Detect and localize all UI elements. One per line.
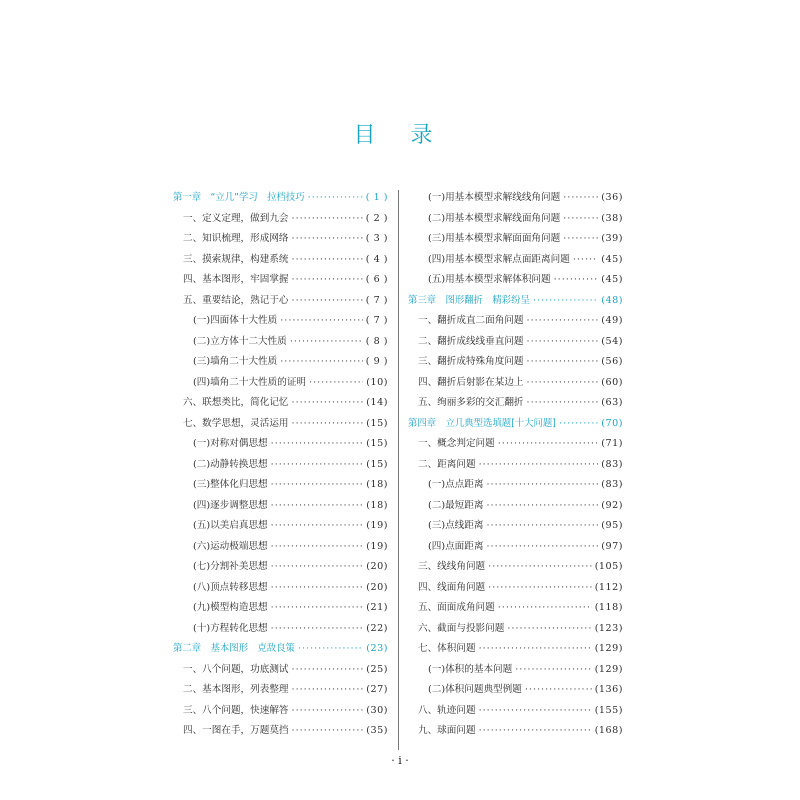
toc-entry-title: (四)点面距离 xyxy=(428,540,484,552)
toc-entry-sub[interactable] xyxy=(408,270,623,291)
toc-entry-page: (63) xyxy=(601,397,623,408)
toc-entry-title: 二、翻折成线线垂直问题 xyxy=(418,335,524,347)
dot-leader xyxy=(527,311,599,332)
toc-entry-page: (39) xyxy=(601,233,623,244)
toc-entry-title: 第一章 “立几”学习 拉档技巧 xyxy=(173,192,305,203)
dot-leader xyxy=(559,414,598,435)
toc-entry-sub[interactable] xyxy=(408,475,623,496)
toc-entry-title: (三)墙角二十大性质 xyxy=(193,356,278,367)
toc-entry-chapter[interactable] xyxy=(173,188,388,209)
toc-entry-section[interactable] xyxy=(408,373,623,394)
toc-entry-section[interactable] xyxy=(173,414,388,435)
dot-leader xyxy=(527,352,599,373)
toc-entry-page: (14) xyxy=(366,397,388,408)
toc-entry-section[interactable] xyxy=(408,721,623,742)
toc-entry-page: (18) xyxy=(366,499,388,511)
toc-entry-title: (三)点线距离 xyxy=(428,520,484,531)
dot-leader xyxy=(515,660,591,681)
dot-leader xyxy=(525,680,592,701)
toc-entry-title: 八、轨迹问题 xyxy=(418,704,476,716)
toc-entry-title: (四)墙角二十大性质的证明 xyxy=(193,376,307,388)
toc-entry-sub[interactable] xyxy=(408,188,623,209)
toc-entry-page: (83) xyxy=(601,458,623,470)
dot-leader xyxy=(488,557,592,578)
dot-leader xyxy=(292,250,363,271)
dot-leader xyxy=(271,434,364,455)
toc-entry-page: (92) xyxy=(601,499,623,511)
toc-entry-title: (三)用基本模型求解面面角问题 xyxy=(428,233,561,244)
toc-entry-page: (15) xyxy=(366,438,388,449)
toc-entry-title: 三、翻折成特殊角度问题 xyxy=(418,356,524,367)
toc-entry-title: (五)以美启真思想 xyxy=(193,520,268,531)
dot-leader xyxy=(488,578,592,599)
toc-entry-chapter[interactable] xyxy=(408,414,623,435)
dot-leader xyxy=(292,721,364,742)
toc-entry-title: (七)分割补美思想 xyxy=(193,561,268,572)
dot-leader xyxy=(292,414,364,435)
dot-leader xyxy=(563,188,598,209)
toc-entry-sub[interactable] xyxy=(408,229,623,250)
toc-entry-section[interactable] xyxy=(173,701,388,722)
toc-entry-page: (15) xyxy=(366,458,388,470)
toc-entry-sub[interactable] xyxy=(408,680,623,701)
toc-entry-title: (一)体积的基本问题 xyxy=(428,663,513,675)
toc-entry-sub[interactable] xyxy=(173,537,388,558)
dot-leader xyxy=(280,311,363,332)
toc-entry-page: ( 4 ) xyxy=(365,253,388,265)
dot-leader xyxy=(292,680,364,701)
toc-entry-title: 一、定义定理，做到九会 xyxy=(183,212,289,224)
dot-leader xyxy=(573,250,598,271)
toc-entry-title: 六、截面与投影问题 xyxy=(418,622,505,634)
toc-entry-section[interactable] xyxy=(173,229,388,250)
toc-entry-sub[interactable] xyxy=(173,598,388,619)
toc-entry-page: (38) xyxy=(601,212,623,224)
toc-entry-page: ( 6 ) xyxy=(365,274,388,285)
toc-entry-title: 四、一图在手，万题莫挡 xyxy=(183,725,289,736)
toc-entry-sub[interactable] xyxy=(408,209,623,230)
toc-entry-page: (49) xyxy=(601,315,623,326)
dot-leader xyxy=(271,455,364,476)
toc-entry-page: (10) xyxy=(366,376,388,388)
toc-entry-title: (九)模型构造思想 xyxy=(193,602,268,613)
toc-entry-page: (23) xyxy=(366,643,388,654)
toc-entry-page: (48) xyxy=(601,294,623,306)
toc-entry-title: 一、八个问题，功底测试 xyxy=(183,663,289,675)
dot-leader xyxy=(563,209,598,230)
toc-entry-page: (155) xyxy=(594,704,623,716)
toc-entry-sub[interactable] xyxy=(173,373,388,394)
toc-entry-title: 第三章 图形翻折 精彩纷呈 xyxy=(408,294,530,306)
toc-entry-title: 四、线面角问题 xyxy=(418,581,486,593)
dot-leader xyxy=(527,332,599,353)
toc-entry-chapter[interactable] xyxy=(173,639,388,660)
toc-entry-title: 七、数学思想，灵活运用 xyxy=(183,417,289,429)
dot-leader xyxy=(271,598,364,619)
toc-entry-page: (60) xyxy=(601,376,623,388)
dot-leader xyxy=(309,373,363,394)
toc-entry-title: (二)动静转换思想 xyxy=(193,458,268,470)
toc-entry-title: 二、知识梳理，形成网络 xyxy=(183,233,289,244)
toc-entry-section[interactable] xyxy=(408,598,623,619)
toc-entry-page: (45) xyxy=(601,274,623,285)
toc-entry-page: (56) xyxy=(601,356,623,367)
toc-entry-page: ( 1 ) xyxy=(365,192,388,203)
toc-entry-section[interactable] xyxy=(173,291,388,312)
toc-entry-page: ( 7 ) xyxy=(365,294,388,306)
toc-entry-title: 第二章 基本图形 克敌良策 xyxy=(173,643,295,654)
dot-leader xyxy=(271,475,364,496)
toc-entry-title: (二)用基本模型求解线面角问题 xyxy=(428,212,561,224)
dot-leader xyxy=(292,291,363,312)
toc-entry-section[interactable] xyxy=(408,619,623,640)
toc-entry-section[interactable] xyxy=(408,455,623,476)
toc-entry-page: ( 3 ) xyxy=(365,233,388,244)
toc-entry-page: (36) xyxy=(601,192,623,203)
toc-entry-page: (45) xyxy=(601,253,623,265)
toc-entry-page: (95) xyxy=(601,520,623,531)
dot-leader xyxy=(563,229,598,250)
toc-entry-sub[interactable] xyxy=(173,475,388,496)
toc-entry-section[interactable] xyxy=(408,557,623,578)
toc-entry-page: (25) xyxy=(366,663,388,675)
toc-entry-sub[interactable] xyxy=(173,352,388,373)
toc-entry-title: 四、翻折后射影在某边上 xyxy=(418,376,524,388)
dot-leader xyxy=(298,639,363,660)
dot-leader xyxy=(292,229,363,250)
toc-entry-title: 五、重要结论，熟记于心 xyxy=(183,294,289,306)
toc-entry-page: (27) xyxy=(366,684,388,695)
toc-entry-page: ( 9 ) xyxy=(365,356,388,367)
toc-entry-page: (129) xyxy=(594,663,623,675)
toc-entry-title: (十)方程转化思想 xyxy=(193,622,268,634)
dot-leader xyxy=(308,188,363,209)
toc-entry-page: (168) xyxy=(594,725,623,736)
toc-entry-title: (三)整体化归思想 xyxy=(193,479,268,490)
dot-leader xyxy=(271,537,364,558)
toc-entry-sub[interactable] xyxy=(173,557,388,578)
dot-leader xyxy=(498,434,599,455)
dot-leader xyxy=(527,373,599,394)
dot-leader xyxy=(292,660,364,681)
dot-leader xyxy=(507,619,591,640)
dot-leader xyxy=(292,701,364,722)
toc-entry-title: (二)体积问题典型例题 xyxy=(428,684,522,695)
toc-entry-section[interactable] xyxy=(173,209,388,230)
toc-entry-title: (四)用基本模型求解点面距离问题 xyxy=(428,253,570,265)
dot-leader xyxy=(292,209,363,230)
page-number: · i · xyxy=(391,754,409,767)
toc-entry-page: (123) xyxy=(594,622,623,634)
toc-entry-title: (二)最短距离 xyxy=(428,499,484,511)
toc-entry-section[interactable] xyxy=(408,332,623,353)
toc-entry-page: (83) xyxy=(601,479,623,490)
dot-leader xyxy=(486,537,598,558)
dot-leader xyxy=(527,393,599,414)
toc-entry-section[interactable] xyxy=(173,660,388,681)
toc-entry-title: 一、翻折成直二面角问题 xyxy=(418,315,524,326)
toc-entry-title: 二、距离问题 xyxy=(418,458,476,470)
toc-entry-page: (30) xyxy=(366,704,388,716)
dot-leader xyxy=(479,639,592,660)
dot-leader xyxy=(271,619,364,640)
toc-entry-title: 五、绚丽多彩的交汇翻折 xyxy=(418,397,524,408)
toc-entry-page: (21) xyxy=(366,602,388,613)
toc-entry-section[interactable] xyxy=(408,311,623,332)
toc-entry-page: (136) xyxy=(594,684,623,695)
dot-leader xyxy=(271,557,364,578)
toc-entry-page: (129) xyxy=(594,643,623,654)
dot-leader xyxy=(292,393,364,414)
toc-entry-page: (15) xyxy=(366,417,388,429)
toc-entry-page: (20) xyxy=(366,581,388,593)
toc-right-column xyxy=(408,188,623,742)
toc-entry-sub[interactable] xyxy=(408,496,623,517)
dot-leader xyxy=(486,475,598,496)
toc-entry-sub[interactable] xyxy=(173,496,388,517)
dot-leader xyxy=(280,352,363,373)
column-divider xyxy=(398,190,399,750)
toc-entry-section[interactable] xyxy=(408,578,623,599)
toc-entry-title: (一)四面体十大性质 xyxy=(193,315,278,326)
toc-entry-sub[interactable] xyxy=(173,455,388,476)
toc-entry-title: (一)用基本模型求解线线角问题 xyxy=(428,192,561,203)
toc-entry-section[interactable] xyxy=(173,393,388,414)
toc-entry-sub[interactable] xyxy=(408,537,623,558)
toc-entry-page: (70) xyxy=(601,417,623,429)
toc-entry-chapter[interactable] xyxy=(408,291,623,312)
toc-entry-page: (18) xyxy=(366,479,388,490)
toc-entry-page: (97) xyxy=(601,540,623,552)
dot-leader xyxy=(290,332,363,353)
toc-entry-sub[interactable] xyxy=(408,660,623,681)
toc-entry-sub[interactable] xyxy=(408,516,623,537)
toc-entry-sub[interactable] xyxy=(173,434,388,455)
toc-entry-sub[interactable] xyxy=(173,578,388,599)
toc-entry-title: 三、线线角问题 xyxy=(418,561,486,572)
toc-entry-title: 二、基本图形，列表整理 xyxy=(183,684,289,695)
toc-entry-page: (22) xyxy=(366,622,388,634)
toc-entry-title: (六)运动极端思想 xyxy=(193,540,268,552)
toc-entry-title: (八)顶点转移思想 xyxy=(193,581,268,593)
toc-entry-title: (一)对称对偶思想 xyxy=(193,438,268,449)
toc-entry-title: (一)点点距离 xyxy=(428,479,484,490)
toc-entry-title: 第四章 立几典型选填题[十大问题] xyxy=(408,417,556,429)
dot-leader xyxy=(271,496,364,517)
toc-entry-page: (112) xyxy=(594,581,623,593)
dot-leader xyxy=(533,291,598,312)
toc-entry-page: (20) xyxy=(366,561,388,572)
toc-entry-section[interactable] xyxy=(173,721,388,742)
toc-entry-section[interactable] xyxy=(173,270,388,291)
toc-entry-title: 三、摸索规律，构建系统 xyxy=(183,253,289,265)
dot-leader xyxy=(479,455,599,476)
toc-entry-section[interactable] xyxy=(173,250,388,271)
toc-entry-section[interactable] xyxy=(408,701,623,722)
toc-entry-page: (71) xyxy=(601,438,623,449)
toc-entry-title: 五、面面成角问题 xyxy=(418,602,495,613)
page-title: 目 录 xyxy=(353,123,447,148)
toc-entry-title: 四、基本图形，牢固掌握 xyxy=(183,274,289,285)
dot-leader xyxy=(486,516,598,537)
toc-entry-sub[interactable] xyxy=(173,516,388,537)
toc-entry-section[interactable] xyxy=(173,680,388,701)
toc-entry-title: (五)用基本模型求解体积问题 xyxy=(428,274,551,285)
toc-entry-section[interactable] xyxy=(408,352,623,373)
toc-entry-section[interactable] xyxy=(408,434,623,455)
toc-entry-page: ( 2 ) xyxy=(365,212,388,224)
dot-leader xyxy=(271,516,364,537)
toc-entry-title: 七、体积问题 xyxy=(418,643,476,654)
dot-leader xyxy=(554,270,599,291)
toc-entry-section[interactable] xyxy=(408,393,623,414)
dot-leader xyxy=(486,496,598,517)
toc-entry-page: ( 7 ) xyxy=(365,315,388,326)
toc-entry-page: (19) xyxy=(366,520,388,531)
toc-entry-title: 一、概念判定问题 xyxy=(418,438,495,449)
dot-leader xyxy=(271,578,364,599)
dot-leader xyxy=(292,270,363,291)
toc-entry-page: (118) xyxy=(594,602,623,613)
toc-entry-title: (二)立方体十二大性质 xyxy=(193,335,287,347)
dot-leader xyxy=(479,701,592,722)
dot-leader xyxy=(498,598,592,619)
toc-left-column xyxy=(173,188,388,742)
toc-entry-sub[interactable] xyxy=(173,332,388,353)
toc-entry-sub[interactable] xyxy=(173,311,388,332)
toc-entry-page: ( 8 ) xyxy=(365,335,388,347)
toc-entry-page: (105) xyxy=(594,561,623,572)
toc-entry-page: (19) xyxy=(366,540,388,552)
toc-entry-section[interactable] xyxy=(408,639,623,660)
toc-entry-title: 九、球面问题 xyxy=(418,725,476,736)
toc-entry-page: (35) xyxy=(366,725,388,736)
toc-entry-sub[interactable] xyxy=(173,619,388,640)
toc-entry-title: 三、八个问题，快速解答 xyxy=(183,704,289,716)
toc-entry-title: 六、联想类比，简化记忆 xyxy=(183,397,289,408)
toc-entry-page: (54) xyxy=(601,335,623,347)
dot-leader xyxy=(479,721,592,742)
toc-entry-title: (四)逐步调整思想 xyxy=(193,499,268,511)
toc-entry-sub[interactable] xyxy=(408,250,623,271)
